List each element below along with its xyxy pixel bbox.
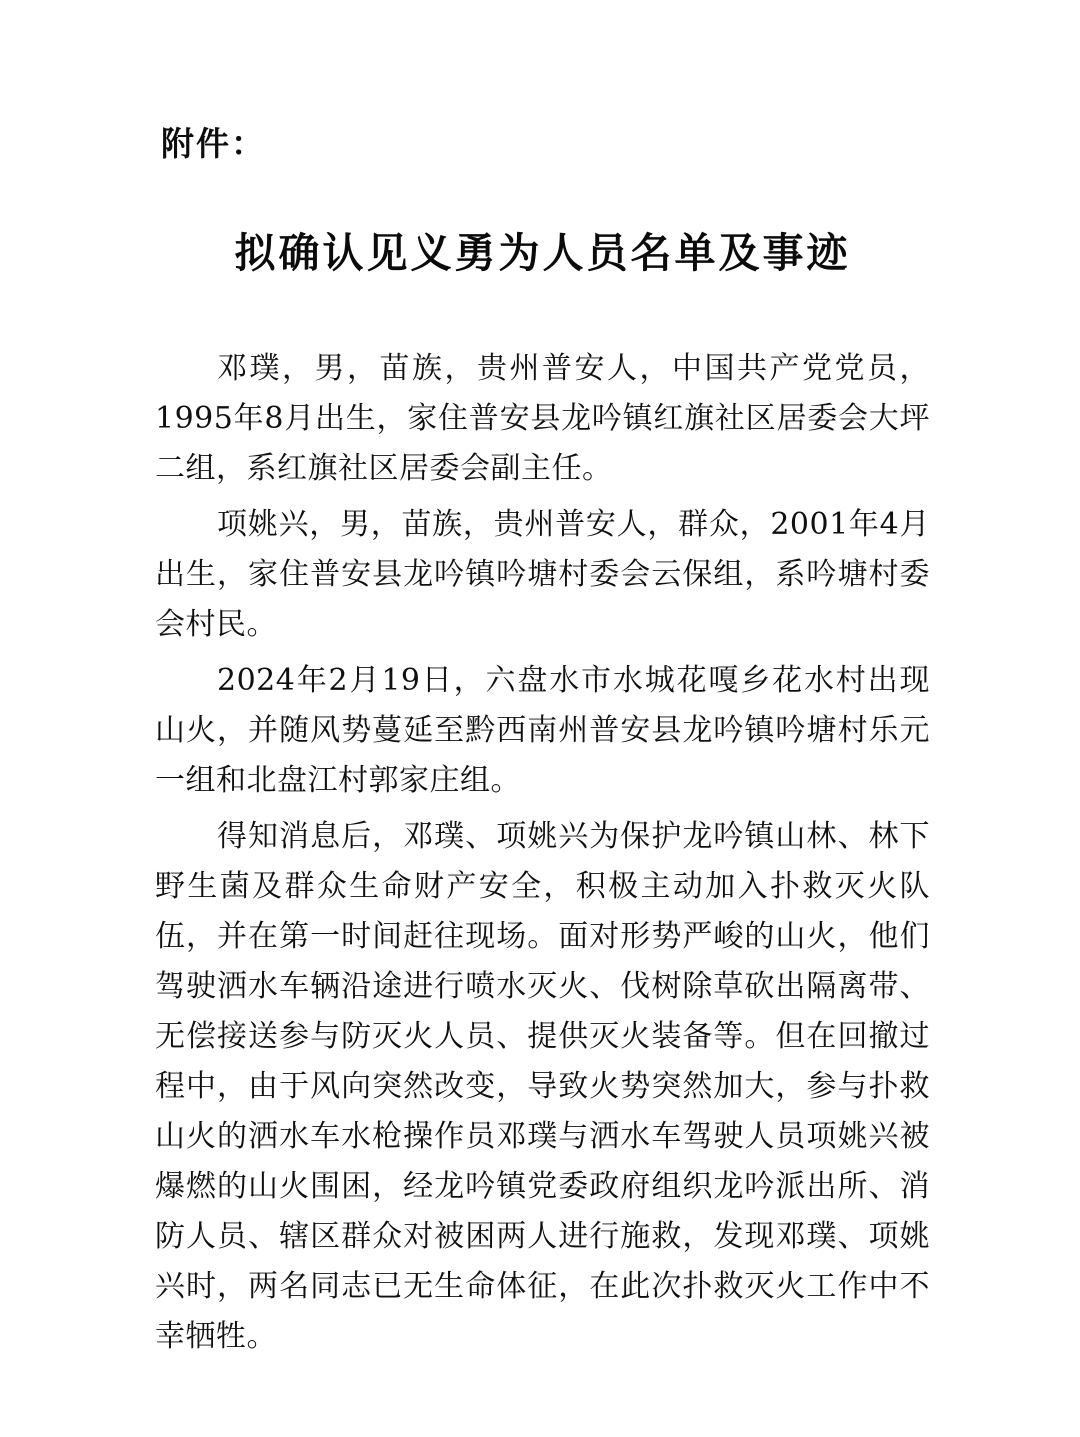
attachment-label: 附件： xyxy=(161,124,266,163)
paragraph: 项姚兴，男，苗族，贵州普安人，群众，2001年4月出生，家住普安县龙吟镇吟塘村委会云保组，系吟塘村委会村民。 xyxy=(155,507,930,643)
document-body xyxy=(155,344,930,1362)
page-title: 拟确认见义勇为人员名单及事迹 xyxy=(234,229,851,277)
paragraph: 邓璞，男，苗族，贵州普安人，中国共产党党员，1995年8月出生，家住普安县龙吟镇红旗社区居委会大坪二组，系红旗社区居委会副主任。 xyxy=(155,351,930,487)
paragraph: 2024年2月19日，六盘水市水城花嘎乡花水村出现山火，并随风势蔓延至黔西南州普安县龙吟镇吟塘村乐元一组和北盘江村郭家庄组。 xyxy=(155,663,930,799)
paragraph: 得知消息后，邓璞、项姚兴为保护龙吟镇山林、林下野生菌及群众生命财产安全，积极主动加入扑救灭火队伍，并在第一时间赶往现场。面对形势严峻的山火，他们驾驶洒水车辆沿途进行喷水灭火、伐树除草砍出隔离带、无偿接送参与防灭火人员、提供灭火装备等。但在回撤过程中，由于风向突然改变，导致火势突然加大，参与扑救山火的洒水车水枪操作员邓璞与洒水车驾驶人员项姚兴被爆燃的山火围困，经龙吟镇党委政府组织龙吟派出所、消防人员、辖区群众对被困两人进行施救，发现邓璞、项姚兴时，两名同志已无生命体征，在此次扑救灭火工作中不幸牺牲。 xyxy=(155,819,930,1355)
